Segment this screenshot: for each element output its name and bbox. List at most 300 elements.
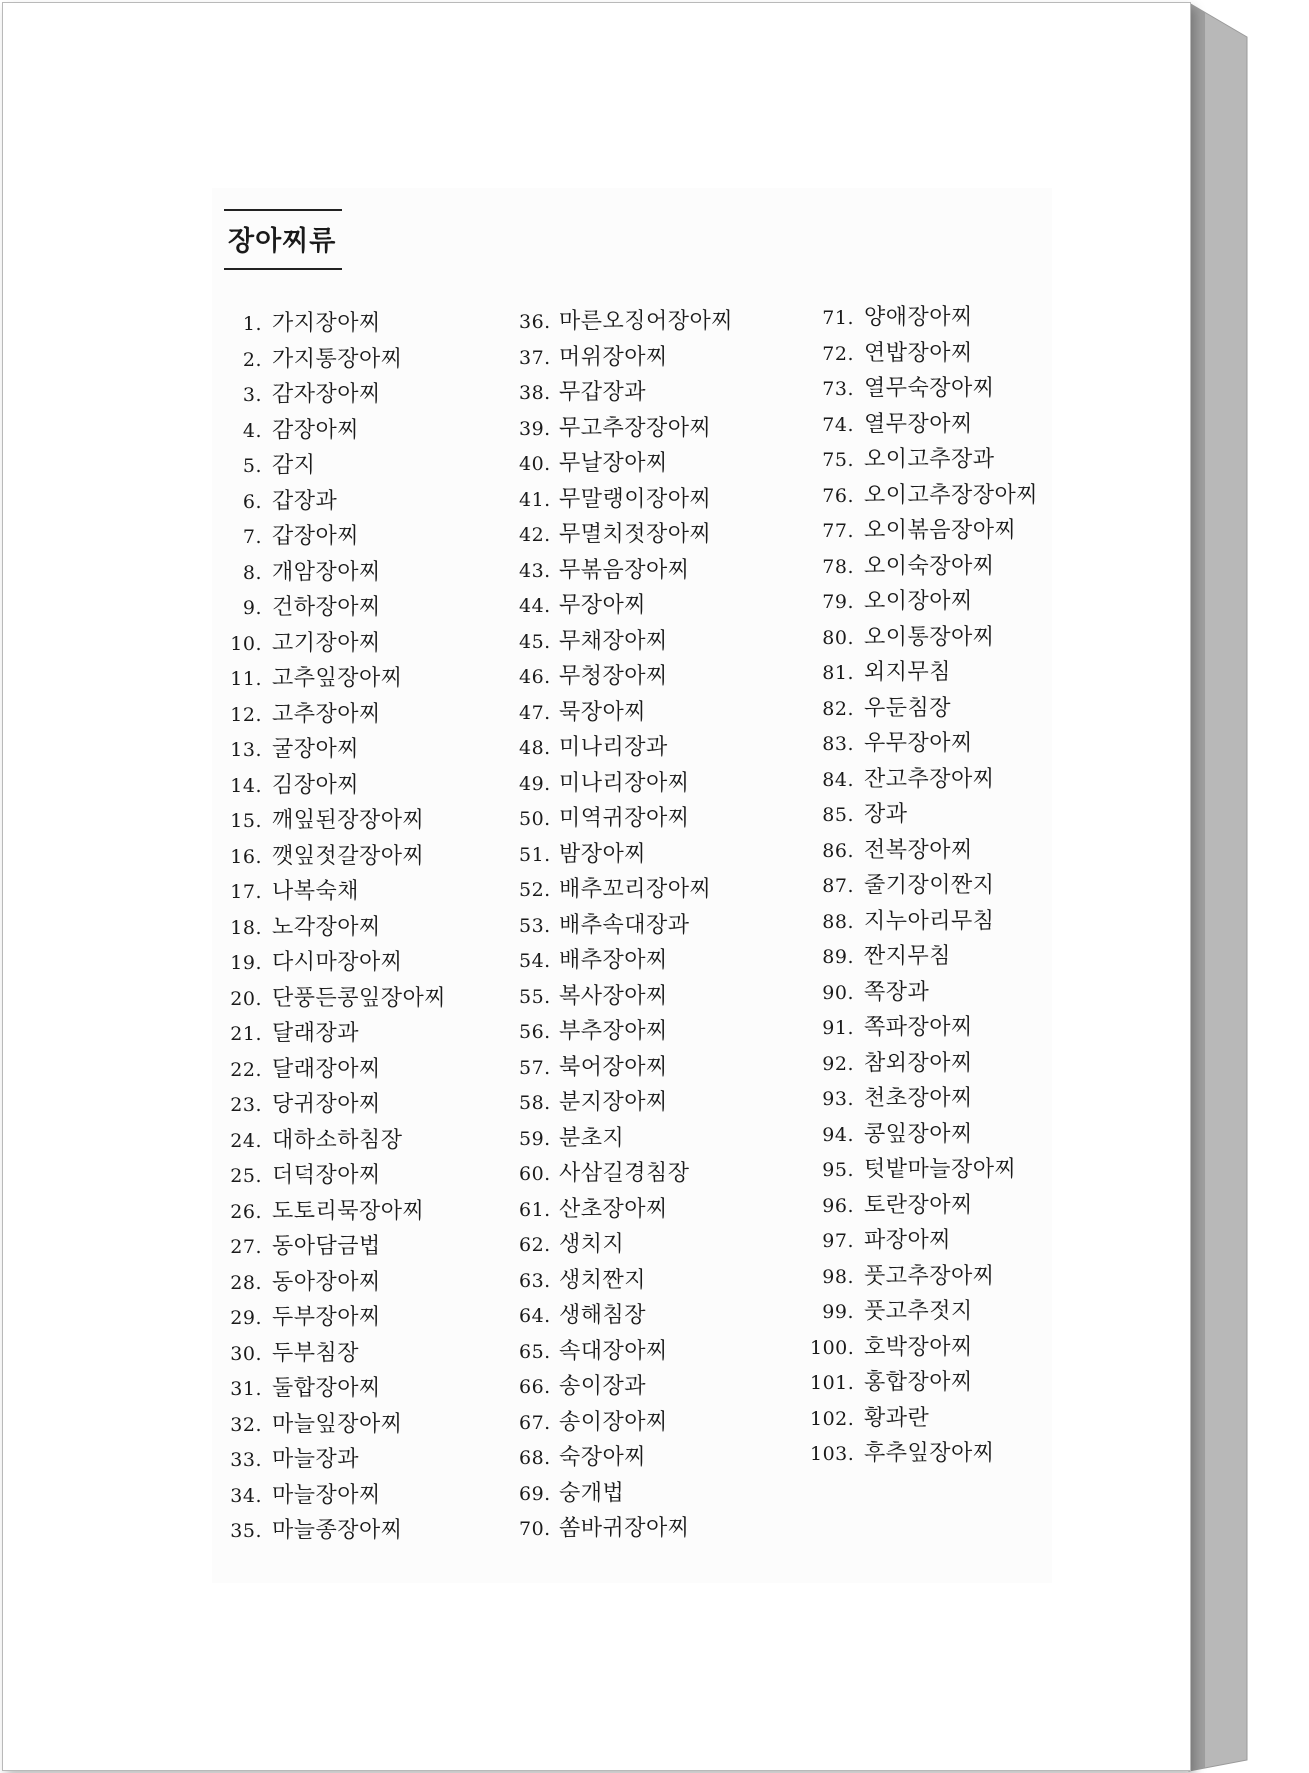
item-number: 86. [822,839,854,862]
item-number: 77. [822,520,854,542]
item-number: 29. [230,1307,262,1329]
item-number: 4. [242,419,262,442]
item-name: 무멸치젓장아찌 [559,522,712,547]
list-item [519,1014,799,1050]
item-name: 장과 [864,802,908,827]
list-item [519,624,799,660]
list-item [519,304,799,340]
list-item [519,375,799,411]
list-item [222,377,502,413]
item-name: 양애장아찌 [864,305,973,330]
item-number: 96. [822,1194,854,1217]
item-name: 가지장아찌 [272,311,381,336]
list-item [810,1010,1090,1046]
list-item [222,768,502,804]
item-name: 산초장아찌 [559,1196,668,1222]
list-item [810,1365,1090,1401]
list-item [810,371,1090,407]
item-number: 67. [519,1411,551,1434]
list-item [222,519,502,555]
item-number: 102. [810,1407,855,1430]
item-number: 32. [230,1413,262,1436]
list-item [519,1369,799,1405]
item-name: 무볶음장아찌 [559,557,690,583]
list-item [222,590,502,626]
item-number: 68. [519,1447,551,1469]
list-item [519,482,799,518]
list-item [222,484,502,520]
item-number: 89. [822,946,854,968]
item-name: 밤장아찌 [559,841,647,867]
list-item [519,1263,799,1299]
list-item [810,407,1090,443]
item-number: 6. [242,490,262,513]
item-name: 마늘잎장아찌 [272,1411,403,1437]
list-item [519,872,799,908]
list-item [810,513,1090,549]
item-number: 9. [242,597,262,619]
item-number: 92. [822,1052,854,1075]
item-number: 7. [242,526,262,548]
item-number: 36. [519,311,551,333]
item-number: 37. [519,346,551,369]
list-column-2 [519,304,799,1547]
item-number: 14. [230,774,262,797]
item-number: 44. [519,595,551,617]
list-item [810,655,1090,691]
item-name: 쪽장과 [864,979,930,1005]
item-number: 59. [519,1127,551,1150]
item-number: 24. [230,1129,262,1152]
item-number: 88. [822,910,854,933]
item-name: 배추꼬리장아찌 [559,877,712,902]
item-name: 숙장아찌 [559,1445,647,1470]
item-name: 부추장아찌 [559,1019,668,1044]
item-name: 후추잎장아찌 [864,1441,995,1466]
list-item [222,1052,502,1088]
item-name: 복사장아찌 [559,983,668,1009]
item-name: 대하소하침장 [272,1127,403,1153]
list-item [222,732,502,768]
item-number: 91. [822,1017,854,1039]
list-item [810,1046,1090,1082]
item-number: 28. [230,1271,262,1294]
list-item [519,766,799,802]
list-item [222,555,502,591]
item-number: 94. [822,1123,854,1146]
item-name: 노각장아찌 [272,914,381,940]
list-item [222,306,502,342]
item-name: 달래장과 [272,1021,360,1046]
list-item [222,661,502,697]
item-number: 8. [242,561,262,584]
item-number: 69. [519,1482,551,1505]
item-number: 50. [519,808,551,830]
item-number: 58. [519,1092,551,1114]
item-name: 깨잎된장장아찌 [272,808,425,833]
section-heading [224,209,342,270]
item-number: 19. [230,952,262,974]
item-name: 굴장아찌 [272,737,360,762]
item-number: 99. [822,1301,854,1323]
list-item [810,1152,1090,1188]
item-number: 49. [519,772,551,795]
item-name: 속대장아찌 [559,1338,668,1364]
item-name: 다시마장아찌 [272,950,403,975]
item-number: 63. [519,1269,551,1292]
item-name: 오이고추장과 [864,447,995,472]
list-item [519,695,799,731]
item-number: 16. [230,845,262,868]
item-number: 52. [519,879,551,901]
list-item [810,1188,1090,1224]
list-column-1 [222,306,502,1549]
item-number: 93. [822,1088,854,1110]
list-item [222,803,502,839]
item-name: 천초장아찌 [864,1086,973,1111]
item-name: 외지무침 [864,660,952,685]
item-number: 75. [822,449,854,471]
list-item [519,1440,799,1476]
item-number: 56. [519,1021,551,1043]
item-name: 깻잎젓갈장아찌 [272,843,425,869]
list-item [222,839,502,875]
item-name: 도토리묵장아찌 [272,1198,425,1224]
item-number: 64. [519,1305,551,1327]
item-number: 40. [519,453,551,475]
list-item [519,1050,799,1086]
list-column-3 [810,300,1090,1472]
list-item [810,691,1090,727]
item-name: 파장아찌 [864,1228,952,1253]
list-item [810,1223,1090,1259]
item-name: 두부침장 [272,1340,360,1366]
list-item [810,442,1090,478]
item-number: 23. [230,1094,262,1116]
item-number: 42. [519,524,551,546]
item-name: 숭개법 [559,1480,625,1506]
item-name: 단풍든콩잎장아찌 [272,985,447,1011]
list-item [222,1407,502,1443]
item-name: 오이장아찌 [864,589,973,614]
item-name: 분지장아찌 [559,1090,668,1115]
item-name: 김장아찌 [272,772,360,798]
item-number: 81. [822,662,854,684]
list-item [519,1405,799,1441]
list-item [519,1085,799,1121]
item-number: 43. [519,559,551,582]
list-item [222,981,502,1017]
item-name: 동아장아찌 [272,1269,381,1295]
list-item [519,943,799,979]
list-item [222,874,502,910]
list-item [519,908,799,944]
item-name: 오이통장아찌 [864,624,995,650]
item-number: 47. [519,701,551,724]
item-name: 달래장아찌 [272,1056,381,1082]
item-number: 39. [519,417,551,440]
list-item [519,1298,799,1334]
item-name: 우둔침장 [864,695,952,721]
list-item [222,1336,502,1372]
list-item [519,659,799,695]
item-number: 101. [810,1372,855,1394]
item-number: 25. [230,1165,262,1187]
list-item [222,910,502,946]
list-item [810,939,1090,975]
list-item [222,413,502,449]
item-number: 62. [519,1234,551,1256]
list-item [222,1371,502,1407]
list-item [519,1334,799,1370]
item-number: 41. [519,488,551,511]
item-name: 우무장아찌 [864,731,973,756]
item-number: 30. [230,1342,262,1365]
item-number: 17. [230,881,262,903]
item-number: 82. [822,697,854,720]
item-number: 90. [822,981,854,1004]
list-item [519,1156,799,1192]
item-name: 마늘종장아찌 [272,1518,403,1543]
item-name: 갑장아찌 [272,524,360,549]
item-name: 생치지 [559,1232,625,1257]
item-number: 1. [242,313,262,335]
list-item [222,1158,502,1194]
item-name: 나복숙채 [272,879,360,904]
list-item [810,797,1090,833]
item-number: 61. [519,1198,551,1221]
item-number: 71. [822,307,854,329]
item-name: 지누아리무침 [864,908,995,934]
list-item [519,1121,799,1157]
item-name: 두부장아찌 [272,1305,381,1330]
list-item [810,549,1090,585]
item-number: 2. [242,348,262,371]
list-item [519,446,799,482]
item-name: 잔고추장아찌 [864,766,995,792]
item-number: 103. [810,1443,855,1465]
item-number: 12. [230,703,262,726]
item-number: 18. [230,916,262,939]
list-item [810,1330,1090,1366]
item-name: 열무숙장아찌 [864,376,995,401]
item-name: 감자장아찌 [272,382,381,407]
item-name: 생해침장 [559,1303,647,1328]
item-name: 미나리장과 [559,735,668,760]
item-number: 48. [519,737,551,759]
list-item [810,726,1090,762]
list-item [519,801,799,837]
heading-rule-bottom [224,268,342,270]
list-item [810,620,1090,656]
list-item [222,448,502,484]
item-number: 78. [822,555,854,578]
item-number: 35. [230,1520,262,1542]
list-item [810,868,1090,904]
list-item [810,584,1090,620]
item-name: 무말랭이장아찌 [559,486,712,512]
list-item [519,1227,799,1263]
item-name: 마른오징어장아찌 [559,309,734,334]
list-item [810,478,1090,514]
list-item [519,411,799,447]
item-name: 오이볶음장아찌 [864,518,1017,543]
item-number: 95. [822,1159,854,1181]
item-name: 마늘장아찌 [272,1482,381,1508]
item-number: 85. [822,804,854,826]
item-number: 84. [822,768,854,791]
item-name: 감지 [272,453,316,478]
list-item [810,1294,1090,1330]
item-name: 머위장아찌 [559,344,668,370]
item-number: 100. [810,1336,855,1359]
item-name: 미역귀장아찌 [559,806,690,831]
list-item [810,1401,1090,1437]
item-name: 풋고추젓지 [864,1299,973,1324]
item-name: 무장아찌 [559,593,647,618]
item-name: 배추속대장과 [559,912,690,938]
item-number: 54. [519,950,551,972]
item-name: 무청장아찌 [559,664,668,689]
item-name: 사삼길경침장 [559,1161,690,1186]
item-name: 건하장아찌 [272,595,381,620]
item-name: 무고추장장아찌 [559,415,712,441]
item-number: 97. [822,1230,854,1252]
list-item [810,1259,1090,1295]
item-name: 열무장아찌 [864,411,973,437]
list-item [222,1265,502,1301]
item-name: 송이장과 [559,1374,647,1399]
list-item [519,1511,799,1547]
list-item [519,340,799,376]
item-name: 묵장아찌 [559,699,647,725]
item-name: 마늘장과 [272,1447,360,1472]
list-item [519,837,799,873]
item-number: 22. [230,1058,262,1081]
item-name: 호박장아찌 [864,1334,973,1360]
list-item [810,300,1090,336]
item-name: 배추장아찌 [559,948,668,973]
item-name: 송이장아찌 [559,1409,668,1435]
list-item [222,1442,502,1478]
item-number: 21. [230,1023,262,1045]
item-name: 북어장아찌 [559,1054,668,1080]
item-name: 쏨바귀장아찌 [559,1516,690,1541]
item-number: 53. [519,914,551,937]
list-item [810,1117,1090,1153]
list-item [519,979,799,1015]
item-name: 오이숙장아찌 [864,553,995,579]
item-name: 고기장아찌 [272,630,381,656]
list-item [222,342,502,378]
list-item [810,1081,1090,1117]
list-item [222,1087,502,1123]
item-name: 참외장아찌 [864,1050,973,1076]
item-name: 개암장아찌 [272,559,381,585]
item-number: 60. [519,1163,551,1185]
list-item [222,945,502,981]
item-name: 연밥장아찌 [864,340,973,366]
item-number: 72. [822,342,854,365]
item-number: 34. [230,1484,262,1507]
item-name: 고추잎장아찌 [272,666,403,691]
item-number: 87. [822,875,854,897]
list-item [222,1478,502,1514]
item-name: 동아담금법 [272,1234,381,1259]
item-name: 풋고추장아찌 [864,1263,995,1289]
list-item [519,1476,799,1512]
item-number: 76. [822,484,854,507]
list-item [222,1194,502,1230]
list-item [222,1229,502,1265]
item-name: 홍합장아찌 [864,1370,973,1395]
item-name: 짠지무침 [864,944,952,969]
item-name: 무갑장과 [559,380,647,405]
list-item [519,588,799,624]
item-name: 둘합장아찌 [272,1376,381,1401]
item-number: 31. [230,1378,262,1400]
item-number: 15. [230,810,262,832]
item-name: 줄기장이짠지 [864,873,995,898]
list-item [810,833,1090,869]
item-name: 황과란 [864,1405,930,1431]
list-item [810,1436,1090,1472]
item-number: 3. [242,384,262,406]
item-number: 33. [230,1449,262,1471]
list-item [519,1192,799,1228]
item-number: 51. [519,843,551,866]
item-name: 가지통장아찌 [272,346,403,372]
item-number: 11. [230,668,262,690]
item-name: 당귀장아찌 [272,1092,381,1117]
item-name: 오이고추장장아찌 [864,482,1039,508]
item-name: 토란장아찌 [864,1192,973,1218]
item-number: 73. [822,378,854,400]
list-item [222,626,502,662]
item-number: 10. [230,632,262,655]
heading-title: 장아찌류 [228,226,337,257]
item-name: 감장아찌 [272,417,360,443]
item-number: 98. [822,1265,854,1288]
item-name: 분초지 [559,1125,625,1151]
item-number: 70. [519,1518,551,1540]
item-number: 20. [230,987,262,1010]
list-item [810,336,1090,372]
list-item [810,975,1090,1011]
item-name: 미나리장아찌 [559,770,690,796]
item-number: 79. [822,591,854,613]
item-number: 80. [822,626,854,649]
item-name: 콩잎장아찌 [864,1121,973,1147]
list-item [222,1016,502,1052]
item-number: 65. [519,1340,551,1363]
list-item [222,1513,502,1549]
list-item [519,553,799,589]
list-item [810,762,1090,798]
item-number: 27. [230,1236,262,1258]
item-number: 46. [519,666,551,688]
item-name: 쪽파장아찌 [864,1015,973,1040]
item-name: 무날장아찌 [559,451,668,476]
item-number: 66. [519,1376,551,1398]
list-item [519,730,799,766]
item-number: 26. [230,1200,262,1223]
item-name: 더덕장아찌 [272,1163,381,1188]
item-number: 45. [519,630,551,653]
item-name: 전복장아찌 [864,837,973,863]
item-number: 55. [519,985,551,1008]
item-name: 생치짠지 [559,1267,647,1293]
